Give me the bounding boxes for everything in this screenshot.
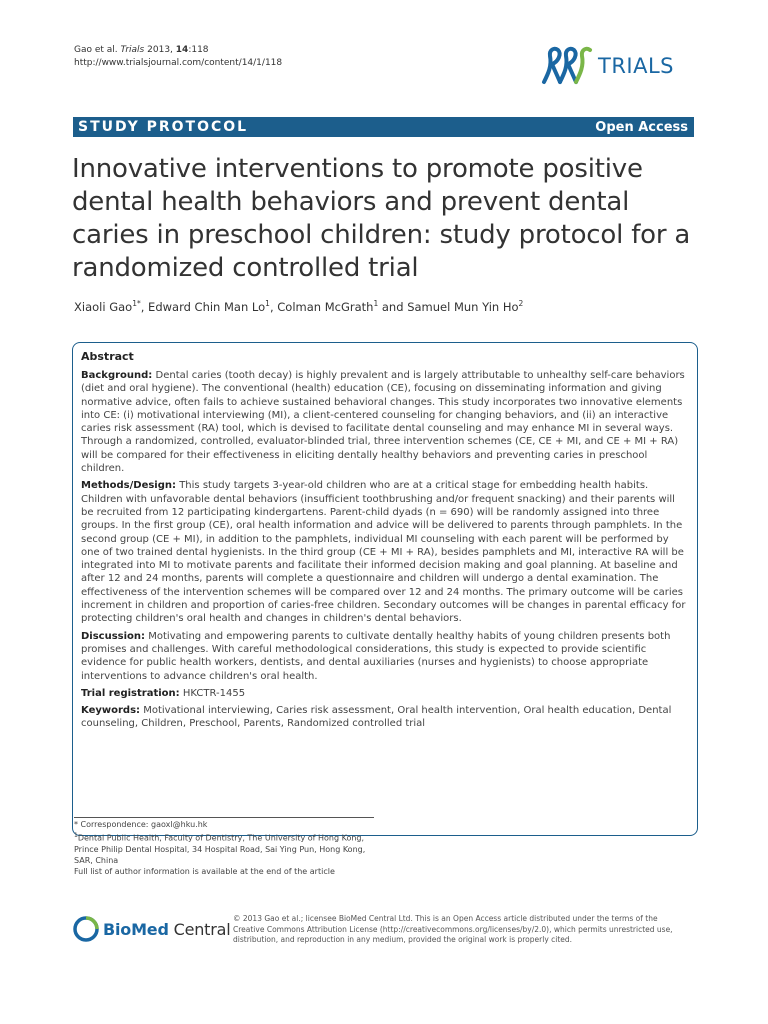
article-type-banner <box>73 117 694 137</box>
license-text: © 2013 Gao et al.; licensee BioMed Central Ltd. This is an Open Access article distributed under the terms of the Creative Commons Attribution License (http://creativecommons.org/licenses/by/2.0), which permits unrestricted use, distribution, and reproduction in any medium, provided the original work is properly cited. <box>233 914 673 944</box>
author[interactable]: Edward Chin Man Lo$^1$ <box>148 299 270 314</box>
citation-journal: Trials <box>120 45 145 55</box>
author-info-note: Full list of author information is available at the end of the article <box>74 866 335 876</box>
author-list: Xiaoli Gao$^{1*}$, Edward Chin Man Lo$^1$, Colman McGrath$^1$ and Samuel Mun Yin Ho$^2$ <box>74 299 524 314</box>
affiliation-note: $^1$Dental Public Health, Faculty of Dentistry, The University of Hong Kong, <box>74 832 365 843</box>
abstract-box <box>72 342 698 836</box>
article-type-label: STUDY PROTOCOL <box>78 119 249 135</box>
biomed-central-logo <box>73 916 230 942</box>
author[interactable]: Colman McGrath$^1$ <box>277 299 379 314</box>
abstract-discussion: Discussion: Motivating and empowering parents to cultivate dentally healthy habits of young children presents both promises and challenges. With careful methodological considerations, this study is expected to provide scientific evidence for public health workers, dentists, and dental auxiliaries (nurses and hygienists) to choose appropriate interventions to advance children's oral health. <box>81 630 671 682</box>
citation-volume: 14 <box>175 45 189 55</box>
abstract-keywords: Keywords: Motivational interviewing, Caries risk assessment, Oral health intervention, Oral health education, Dental counseling, Children, Preschool, Parents, Randomized controlled trial <box>81 705 672 730</box>
trials-logo-mark-icon <box>538 44 594 88</box>
footnote-divider <box>74 817 374 818</box>
open-access-label: Open Access <box>595 119 688 135</box>
abstract-heading: Abstract <box>81 350 134 363</box>
biomed-central-text: BioMed Central <box>103 919 231 939</box>
correspondence-note[interactable]: * Correspondence: gaoxl@hku.hk <box>74 820 208 829</box>
author[interactable]: Samuel Mun Yin Ho$^2$ <box>407 299 524 314</box>
author[interactable]: Xiaoli Gao$^{1*}$ <box>74 299 141 314</box>
abstract-background: Background: Dental caries (tooth decay) is highly prevalent and is largely attributable to unhealthy self-care behaviors (diet and oral hygiene). The conventional (health) education (CE), focusing on disseminating information and giving normative advice, often fails to achieve sustained behavioral changes. This study incorporates two innovative elements into CE: (i) motivational interviewing (MI), a client-centered counseling for changing behaviors, and (ii) an interactive caries risk assessment (RA) tool, which is devised to facilitate dental counseling and may enhance MI in several ways. Through a randomized, controlled, evaluator-blinded trial, three intervention schemes (CE, CE + MI, and CE + MI + RA) will be compared for their effectiveness in eliciting dentally healthy behaviors and preventing caries in preschool children. <box>81 370 685 475</box>
trials-logo-text: TRIALS <box>598 54 675 78</box>
citation-header <box>74 44 282 70</box>
footnotes <box>74 819 365 877</box>
affiliation-note-line: SAR, China <box>74 855 119 865</box>
abstract-trial-registration: Trial registration: HKCTR-1455 <box>81 687 246 699</box>
citation-article: :118 <box>188 45 209 55</box>
citation-year: 2013, <box>147 45 173 55</box>
citation-authors: Gao et al. <box>74 45 118 55</box>
abstract-methods: Methods/Design: This study targets 3-year-old children who are at a critical stage for embedding health habits. Children with unfavorable dental behaviors (insufficient toothbrushing and/or frequent snacking) and their parents will be recruited from 12 participating kindergartens. Parent-child dyads (n = 690) will be randomly assigned into three groups. In the first group (CE), oral health information and advice will be delivered to parents through pamphlets. In the second group (CE + MI), in addition to the pamphlets, individual MI counseling with each parent will be performed by one of two trained dental hygienists. In the third group (CE + MI + RA), besides pamphlets and MI, interactive RA will be integrated into MI to motivate parents and facilitate their informed decision making and goal planning. At baseline and after 12 and 24 months, parents will complete a questionnaire and children will undergo a dental examination. The effectiveness of the intervention schemes will be compared over 12 and 24 months. The primary outcome will be caries increment in children and proportion of caries-free children. Secondary outcomes will be changes in parental efficacy for protecting children's oral health and changes in children's dental behaviors. <box>81 480 686 625</box>
biomed-central-mark-icon <box>73 916 99 942</box>
article-title: Innovative interventions to promote positive dental health behaviors and prevent dental caries in preschool children: study protocol for a randomized controlled trial <box>72 154 691 283</box>
affiliation-note-line: Prince Philip Dental Hospital, 34 Hospital Road, Sai Ying Pun, Hong Kong, <box>74 844 366 854</box>
trials-logo <box>538 44 674 88</box>
citation-url[interactable]: http://www.trialsjournal.com/content/14/1/118 <box>74 58 283 68</box>
citation-line <box>74 44 282 57</box>
